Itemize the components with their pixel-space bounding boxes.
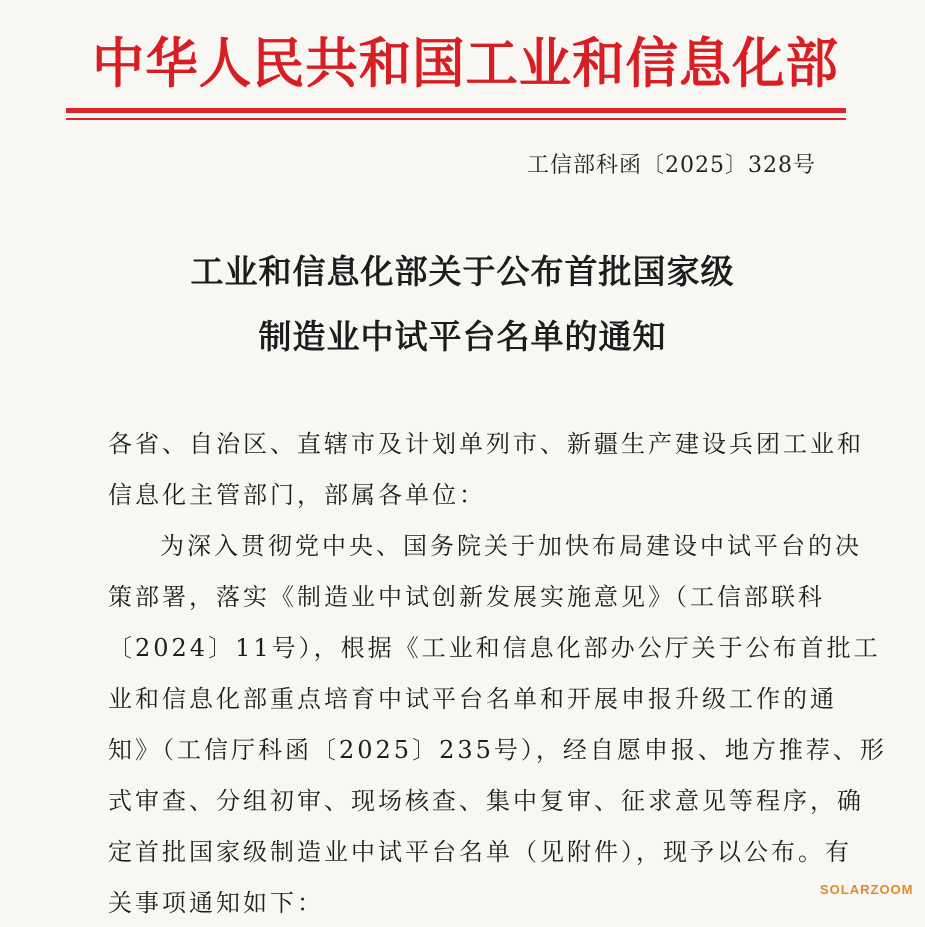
addressee-line-2: 信息化主管部门，部属各单位： xyxy=(108,481,486,509)
body-line: 业和信息化部重点培育中试平台名单和开展申报升级工作的通 xyxy=(108,685,837,713)
body-line: 关事项通知如下： xyxy=(108,889,324,917)
body-line: 知》（工信厅科函〔2025〕235号），经自愿申报、地方推荐、形 xyxy=(108,736,887,764)
body-line: 为深入贯彻党中央、国务院关于加快布局建设中试平台的决 xyxy=(160,532,862,560)
letterhead-thin-rule xyxy=(66,118,846,120)
watermark-logo: SOLARZOOM xyxy=(820,882,914,897)
body-line: 式审查、分组初审、现场核查、集中复审、征求意见等程序，确 xyxy=(108,787,864,815)
ministry-letterhead: 中华人民共和国工业和信息化部 xyxy=(92,32,839,95)
addressee-line-1: 各省、自治区、直辖市及计划单列市、新疆生产建设兵团工业和 xyxy=(108,430,864,458)
body-line: 定首批国家级制造业中试平台名单（见附件），现予以公布。有 xyxy=(108,838,852,866)
document-title-line-1: 工业和信息化部关于公布首批国家级 xyxy=(190,252,735,291)
letterhead-thick-rule xyxy=(66,108,846,113)
body-line: 〔2024〕11号），根据《工业和信息化部办公厅关于公布首批工 xyxy=(108,634,881,662)
document-number: 工信部科函〔2025〕328号 xyxy=(527,153,816,178)
document-title-line-2: 制造业中试平台名单的通知 xyxy=(258,317,667,356)
body-line: 策部署，落实《制造业中试创新发展实施意见》（工信部联科 xyxy=(108,583,825,611)
